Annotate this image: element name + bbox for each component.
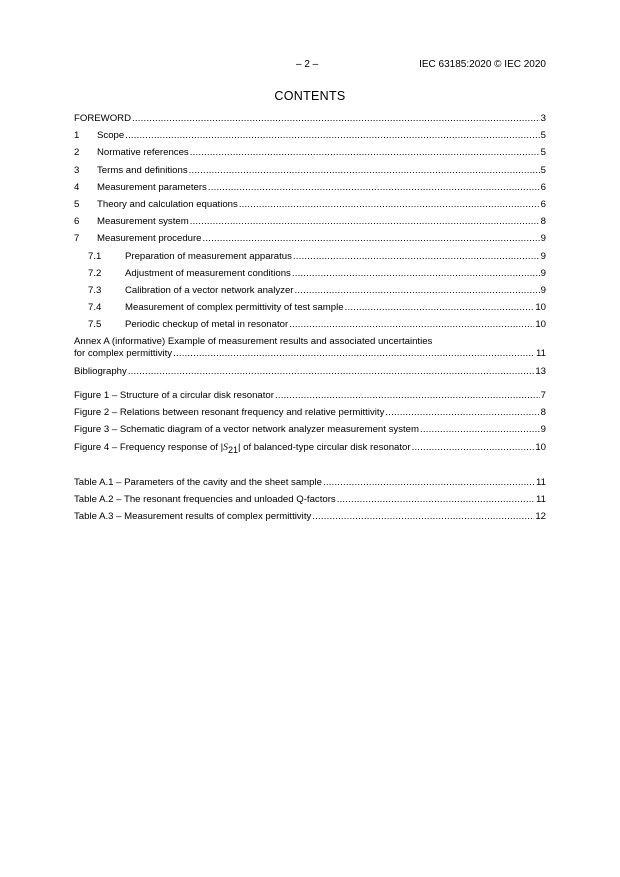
toc-entry-title: Table A.3 – Measurement results of complex permittivity bbox=[74, 511, 312, 523]
toc-entry-foreword[interactable] bbox=[74, 113, 546, 130]
toc-figure-1[interactable] bbox=[74, 390, 546, 407]
toc-leader bbox=[275, 390, 540, 401]
toc-leader bbox=[125, 130, 539, 141]
toc-entry-title: FOREWORD bbox=[74, 113, 132, 124]
toc-entry-title: Figure 3 – Schematic diagram of a vector network analyzer measurement system bbox=[74, 424, 419, 436]
toc-leader bbox=[173, 348, 535, 359]
toc-entry-page: 6 bbox=[540, 181, 546, 193]
toc-leader bbox=[239, 199, 540, 210]
page-header bbox=[0, 59, 620, 73]
toc-entry-7-3[interactable] bbox=[74, 285, 546, 302]
toc-entry-title: Figure 1 – Structure of a circular disk resonator bbox=[74, 390, 274, 401]
s21-letter: S bbox=[223, 441, 228, 453]
toc-entry-page: 3 bbox=[540, 113, 546, 124]
toc-entry-page: 9 bbox=[540, 250, 546, 262]
toc-leader bbox=[292, 268, 540, 279]
toc-entry-title: Calibration of a vector network analyzer bbox=[125, 284, 294, 296]
toc-entry-page: 8 bbox=[540, 407, 546, 419]
toc-entry-page: 10 bbox=[535, 441, 546, 453]
toc-table-a3[interactable] bbox=[74, 511, 546, 528]
toc-leader bbox=[189, 165, 540, 176]
toc-leader bbox=[312, 511, 534, 522]
toc-leader bbox=[412, 442, 535, 453]
toc-entry-title: Figure 2 – Relations between resonant frequency and relative permittivity bbox=[74, 407, 385, 419]
toc-entry-page: 7 bbox=[540, 390, 546, 401]
toc-entry-page: 9 bbox=[540, 424, 546, 436]
toc-entry-number: 4 bbox=[74, 181, 80, 193]
toc-entry-page: 9 bbox=[540, 284, 546, 296]
toc-entry-5[interactable] bbox=[74, 199, 546, 216]
toc-entry-number: 5 bbox=[74, 198, 80, 210]
toc-entry-7-5[interactable] bbox=[74, 319, 546, 336]
toc-entry-6[interactable] bbox=[74, 216, 546, 233]
toc-leader bbox=[208, 182, 540, 193]
toc-leader bbox=[132, 113, 540, 124]
toc-leader bbox=[203, 233, 540, 244]
toc-entry-7-1[interactable] bbox=[74, 251, 546, 268]
toc-entry-page: 9 bbox=[540, 267, 546, 279]
toc-entry-page: 8 bbox=[540, 216, 546, 228]
annex-title-line2-row bbox=[74, 348, 546, 363]
page-number: – 2 – bbox=[296, 59, 319, 70]
toc-leader bbox=[337, 494, 535, 505]
toc-entry-number: 7.5 bbox=[88, 319, 102, 331]
toc-entry-title: Normative references bbox=[97, 147, 189, 159]
toc-entry-page: 5 bbox=[540, 164, 546, 176]
toc-entry-page: 6 bbox=[540, 198, 546, 210]
toc-entry-4[interactable] bbox=[74, 182, 546, 199]
toc-entry-annex-a[interactable] bbox=[74, 336, 546, 363]
toc-entry-title: Bibliography bbox=[74, 366, 127, 378]
toc-entry-page: 11 bbox=[536, 494, 546, 506]
toc-leader bbox=[190, 147, 540, 158]
toc-table-a2[interactable] bbox=[74, 494, 546, 511]
s21-subscript: 21 bbox=[227, 444, 238, 455]
toc-entry-page: 9 bbox=[540, 233, 546, 245]
toc-entry-title: Table A.1 – Parameters of the cavity and the sheet sample bbox=[74, 477, 322, 488]
toc-entry-page: 12 bbox=[535, 511, 546, 523]
toc-tables bbox=[74, 477, 546, 529]
toc-leader bbox=[293, 251, 540, 262]
toc-leader bbox=[345, 302, 535, 313]
toc-leader bbox=[295, 285, 540, 296]
toc-entry-title: Scope bbox=[97, 130, 125, 142]
toc-entry-number: 7.1 bbox=[88, 250, 102, 262]
toc-entry-2[interactable] bbox=[74, 147, 546, 164]
toc-entry-title: Periodic checkup of metal in resonator bbox=[125, 319, 289, 331]
toc-figure-4[interactable] bbox=[74, 442, 546, 459]
toc-entry-title: Terms and definitions bbox=[97, 164, 188, 176]
toc-entry-number: 7.3 bbox=[88, 284, 102, 296]
toc-leader bbox=[323, 477, 535, 488]
figure-title-part: | of balanced-type circular disk resonator bbox=[237, 441, 411, 453]
toc-entry-number: 3 bbox=[74, 164, 80, 176]
toc-entry-7-2[interactable] bbox=[74, 268, 546, 285]
toc-entry-title: Table A.2 – The resonant frequencies and unloaded Q-factors bbox=[74, 494, 336, 506]
annex-title-line2: for complex permittivity bbox=[74, 348, 173, 360]
toc-entry-number: 6 bbox=[74, 216, 80, 228]
toc-entry-1[interactable] bbox=[74, 130, 546, 147]
s21-symbol bbox=[223, 442, 238, 453]
toc-entry-3[interactable] bbox=[74, 165, 546, 182]
toc-entry-page: 11 bbox=[536, 477, 546, 488]
toc-entry-title: Preparation of measurement apparatus bbox=[125, 250, 292, 262]
toc-entry-number: 2 bbox=[74, 147, 80, 159]
toc-entry-title: Measurement procedure bbox=[97, 233, 202, 245]
toc-entry-title: Theory and calculation equations bbox=[97, 198, 238, 210]
figure-title-part: Figure 4 – Frequency response of | bbox=[74, 441, 224, 453]
toc-figures bbox=[74, 390, 546, 459]
toc-entry-number: 7.2 bbox=[88, 267, 102, 279]
toc-entry-title: Adjustment of measurement conditions bbox=[125, 267, 291, 279]
toc-figure-2[interactable] bbox=[74, 407, 546, 424]
toc-leader bbox=[385, 407, 539, 418]
toc-leader bbox=[289, 319, 534, 330]
toc-entry-7-4[interactable] bbox=[74, 302, 546, 319]
toc-entry-page: 10 bbox=[535, 302, 546, 314]
toc-entry-bibliography[interactable] bbox=[74, 366, 546, 383]
document-identifier: IEC 63185:2020 © IEC 2020 bbox=[419, 59, 546, 70]
toc-entry-page: 10 bbox=[535, 319, 546, 331]
toc-leader bbox=[128, 366, 535, 377]
toc-entry-7[interactable] bbox=[74, 233, 546, 250]
toc-entry-number: 7.4 bbox=[88, 302, 102, 314]
toc-entry-title bbox=[74, 442, 411, 455]
toc-leader bbox=[420, 424, 540, 435]
toc-entry-page: 11 bbox=[536, 348, 546, 360]
toc-leader bbox=[190, 216, 540, 227]
toc-entry-title: Measurement of complex permittivity of test sample bbox=[125, 302, 344, 314]
toc-figure-3[interactable] bbox=[74, 424, 546, 441]
toc-table-a1[interactable] bbox=[74, 477, 546, 494]
toc-entry-number: 1 bbox=[74, 130, 80, 142]
annex-title-line1: Annex A (informative) Example of measurement results and associated uncertainties bbox=[74, 336, 433, 348]
toc-entry-number: 7 bbox=[74, 233, 80, 245]
toc-entry-page: 5 bbox=[540, 130, 546, 142]
toc-entry-title: Measurement parameters bbox=[97, 181, 207, 193]
toc-entry-title: Measurement system bbox=[97, 216, 189, 228]
toc-entry-page: 5 bbox=[540, 147, 546, 159]
contents-heading: CONTENTS bbox=[274, 89, 346, 103]
toc-entry-page: 13 bbox=[535, 366, 546, 378]
toc-sections bbox=[74, 113, 546, 384]
